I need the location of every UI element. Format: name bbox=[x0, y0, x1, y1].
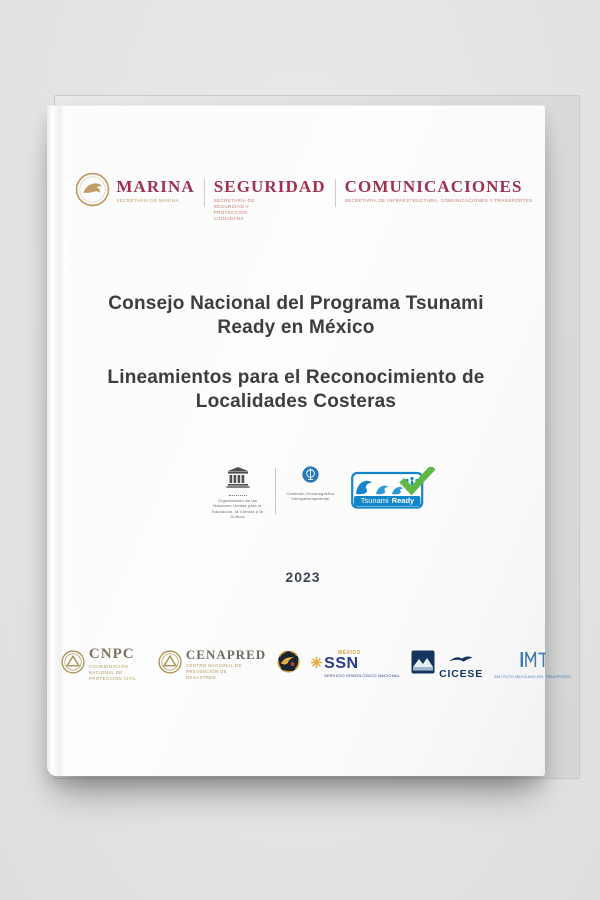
marina-wordmark: MARINA bbox=[116, 177, 195, 196]
tsunami-ready-word2: Ready bbox=[391, 496, 415, 506]
imt-logo bbox=[494, 650, 571, 679]
cicese-landscape-icon bbox=[411, 650, 435, 679]
comunicaciones-wordmark: COMUNICACIONES bbox=[344, 177, 523, 196]
cicese-label: CICESE bbox=[439, 667, 484, 680]
unesco-dotted-line bbox=[229, 495, 247, 496]
government-header bbox=[47, 178, 545, 222]
cicese-bird-icon bbox=[447, 650, 475, 668]
cenapred-caption: CENTRO NACIONAL DE PREVENCIÓN DE DESASTRES bbox=[185, 663, 242, 680]
header-divider bbox=[335, 179, 336, 207]
organization-logos-row bbox=[47, 466, 545, 520]
ioc-logo bbox=[285, 466, 337, 502]
unesco-logo bbox=[210, 466, 266, 520]
ssn-label: SSN bbox=[324, 655, 359, 673]
ioc-circle-icon bbox=[302, 470, 319, 487]
cenapred-seal-icon bbox=[158, 650, 182, 679]
ssn-logo bbox=[311, 650, 400, 678]
cover-subtitle: Lineamientos para el Reconocimiento de Localidades Costeras bbox=[107, 367, 485, 412]
tsunami-ready-word1: Tsunami bbox=[360, 496, 389, 506]
ssn-country-label: MÉXICO bbox=[338, 650, 361, 657]
comunicaciones-subtitle: SECRETARÍA DE INFRAESTRUCTURA, COMUNICACIONES Y TRANSPORTES bbox=[344, 198, 533, 203]
org-logo-divider bbox=[275, 468, 276, 514]
cover-title-block bbox=[47, 292, 545, 414]
cenapred-label: CENAPRED bbox=[185, 647, 267, 662]
seguridad-subtitle: SECRETARÍA DE SEGURIDAD Y PROTECCIÓN CIUDADANA bbox=[213, 198, 255, 222]
ssn-star-icon bbox=[311, 655, 322, 673]
tsunami-ready-label bbox=[356, 496, 420, 506]
marina-logo bbox=[75, 178, 194, 212]
geophysics-institute-icon bbox=[277, 650, 300, 678]
imt-letters-icon bbox=[519, 650, 547, 674]
cenapred-logo bbox=[158, 648, 266, 681]
seguridad-wordmark: SEGURIDAD bbox=[213, 177, 326, 196]
ssn-caption: SERVICIO SISMOLÓGICO NACIONAL bbox=[324, 673, 401, 679]
seguridad-logo bbox=[214, 178, 326, 222]
book-front-cover bbox=[47, 105, 572, 776]
publication-year: 2023 bbox=[285, 569, 321, 585]
cnpc-logo bbox=[61, 647, 147, 682]
unesco-caption: Organización de las Naciones Unidas para la Educación, la Ciencia y la Cultura bbox=[211, 498, 263, 520]
cnpc-caption: COORDINACIÓN NACIONAL DE PROTECCIÓN CIVIL bbox=[88, 664, 137, 681]
comunicaciones-logo bbox=[345, 178, 533, 204]
institution-logos-row bbox=[47, 646, 572, 682]
cnpc-seal-icon bbox=[61, 650, 85, 679]
cicese-logo bbox=[411, 650, 483, 680]
imt-caption: INSTITUTO MEXICANO DEL TRANSPORTE bbox=[494, 674, 572, 679]
cover-title: Consejo Nacional del Programa Tsunami Ready en México bbox=[108, 293, 484, 338]
tsunami-ready-logo bbox=[351, 467, 435, 509]
unesco-temple-icon bbox=[225, 475, 251, 492]
ioc-caption: Comisión Oceanográfica Intergubernamental bbox=[286, 491, 335, 502]
marina-subtitle: SECRETARÍA DE MARINA bbox=[116, 198, 179, 203]
cnpc-label: CNPC bbox=[88, 646, 135, 662]
header-divider bbox=[204, 179, 205, 207]
marina-eagle-seal-icon bbox=[75, 172, 110, 212]
